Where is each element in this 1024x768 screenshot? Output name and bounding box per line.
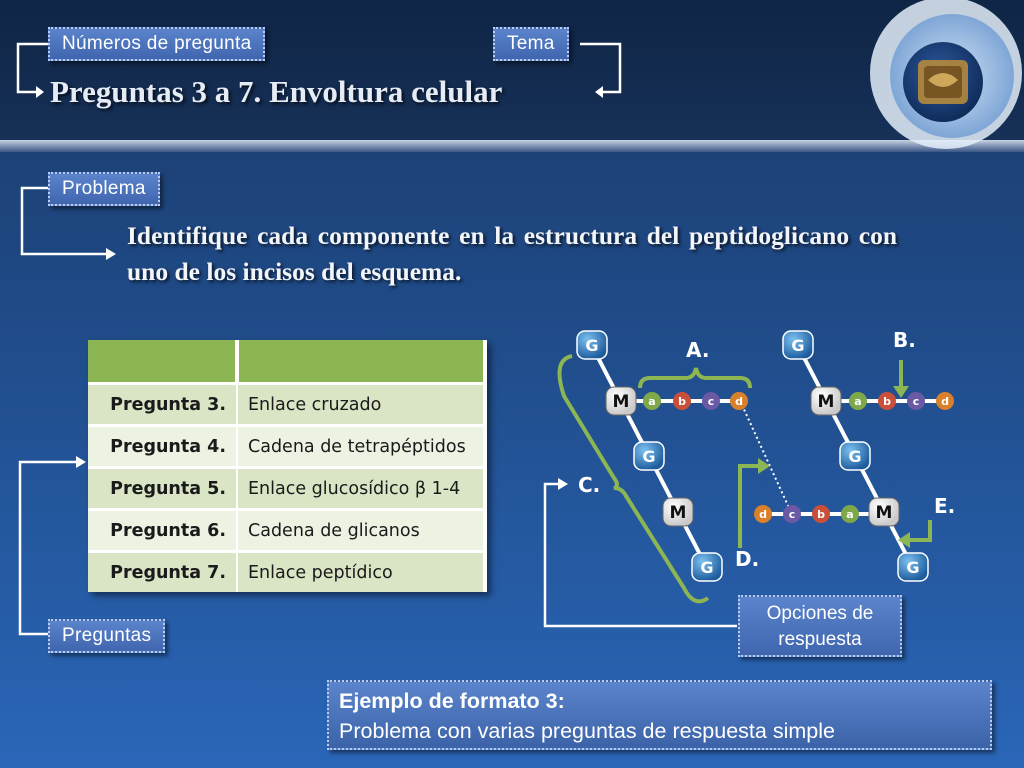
- table-header-cell: [237, 340, 485, 384]
- format-example-box: [327, 680, 992, 750]
- question-number: Pregunta 6.: [88, 510, 237, 552]
- table-row: [88, 552, 485, 593]
- g-node: [898, 553, 928, 581]
- question-number: Pregunta 4.: [88, 426, 237, 468]
- m-node: [811, 387, 841, 415]
- svg-text:b: b: [678, 395, 686, 408]
- peptide-residue: [907, 392, 925, 410]
- svg-text:G: G: [848, 447, 862, 466]
- table-row: [88, 384, 485, 426]
- tag-question-numbers: Números de pregunta: [48, 27, 265, 61]
- svg-text:b: b: [817, 508, 825, 521]
- question-text: Cadena de tetrapéptidos: [237, 426, 485, 468]
- label-e: E.: [934, 494, 956, 518]
- tag-topic: Tema: [493, 27, 569, 61]
- svg-text:M: M: [669, 503, 687, 523]
- peptide-residue: [841, 505, 859, 523]
- table-row: [88, 468, 485, 510]
- peptide-residue: [702, 392, 720, 410]
- peptide-residue: [936, 392, 954, 410]
- options-connector: [545, 478, 737, 626]
- peptidoglycan-diagram: [560, 328, 956, 601]
- svg-text:a: a: [846, 508, 854, 521]
- svg-text:a: a: [854, 395, 862, 408]
- label-a: A.: [686, 338, 710, 362]
- label-c: C.: [578, 473, 601, 497]
- svg-text:G: G: [791, 336, 805, 355]
- question-text: Enlace cruzado: [237, 384, 485, 426]
- table-header-cell: [88, 340, 237, 384]
- label-d: D.: [735, 547, 760, 571]
- svg-text:c: c: [788, 508, 796, 521]
- question-number: Pregunta 7.: [88, 552, 237, 593]
- question-text: Enlace peptídico: [237, 552, 485, 593]
- m-node: [606, 387, 636, 415]
- svg-text:M: M: [875, 503, 893, 523]
- svg-text:d: d: [759, 508, 767, 521]
- peptide-residue: [812, 505, 830, 523]
- questions-table: [88, 340, 487, 592]
- questions-connector: [20, 456, 86, 634]
- m-node: [663, 498, 693, 526]
- answer-options-line2: respuesta: [778, 629, 862, 650]
- table-row: [88, 510, 485, 552]
- svg-text:a: a: [648, 395, 656, 408]
- g-node: [783, 331, 813, 359]
- label-b: B.: [893, 328, 916, 352]
- problem-text: Identifique cada componente en la estructura del peptidoglicano con uno de los incisos del esquema.: [127, 221, 897, 286]
- svg-text:c: c: [707, 395, 715, 408]
- question-text: Cadena de glicanos: [237, 510, 485, 552]
- peptide-residue: [783, 505, 801, 523]
- format-example-title: Ejemplo de formato 3:: [339, 689, 565, 713]
- logo: [870, 0, 1022, 149]
- question-number: Pregunta 5.: [88, 468, 237, 510]
- g-node: [577, 331, 607, 359]
- g-node: [692, 553, 722, 581]
- table-header: [88, 340, 485, 384]
- svg-text:G: G: [585, 336, 599, 355]
- g-node: [840, 442, 870, 470]
- brace-a: [640, 368, 750, 388]
- svg-text:d: d: [735, 395, 743, 408]
- svg-text:M: M: [817, 392, 835, 412]
- svg-text:G: G: [906, 558, 920, 577]
- svg-text:d: d: [941, 395, 949, 408]
- table-row: [88, 426, 485, 468]
- peptide-residue: [730, 392, 748, 410]
- answer-options-tag: [738, 595, 902, 657]
- peptide-residue: [754, 505, 772, 523]
- question-text: Enlace glucosídico β 1-4: [237, 468, 485, 510]
- tag-problem: Problema: [48, 172, 160, 206]
- svg-text:c: c: [912, 395, 920, 408]
- tag-questions: Preguntas: [48, 619, 165, 653]
- format-example-subtitle: Problema con varias preguntas de respuesta simple: [339, 719, 835, 743]
- svg-text:b: b: [883, 395, 891, 408]
- svg-text:G: G: [642, 447, 656, 466]
- question-number: Pregunta 3.: [88, 384, 237, 426]
- answer-options-line1: Opciones de: [766, 603, 874, 624]
- peptide-residue: [673, 392, 691, 410]
- peptide-residue: [849, 392, 867, 410]
- svg-text:G: G: [700, 558, 714, 577]
- m-node: [869, 498, 899, 526]
- g-node: [634, 442, 664, 470]
- peptide-residue: [643, 392, 661, 410]
- page-title: Preguntas 3 a 7. Envoltura celular: [50, 74, 503, 109]
- svg-text:M: M: [612, 392, 630, 412]
- peptide-residue: [878, 392, 896, 410]
